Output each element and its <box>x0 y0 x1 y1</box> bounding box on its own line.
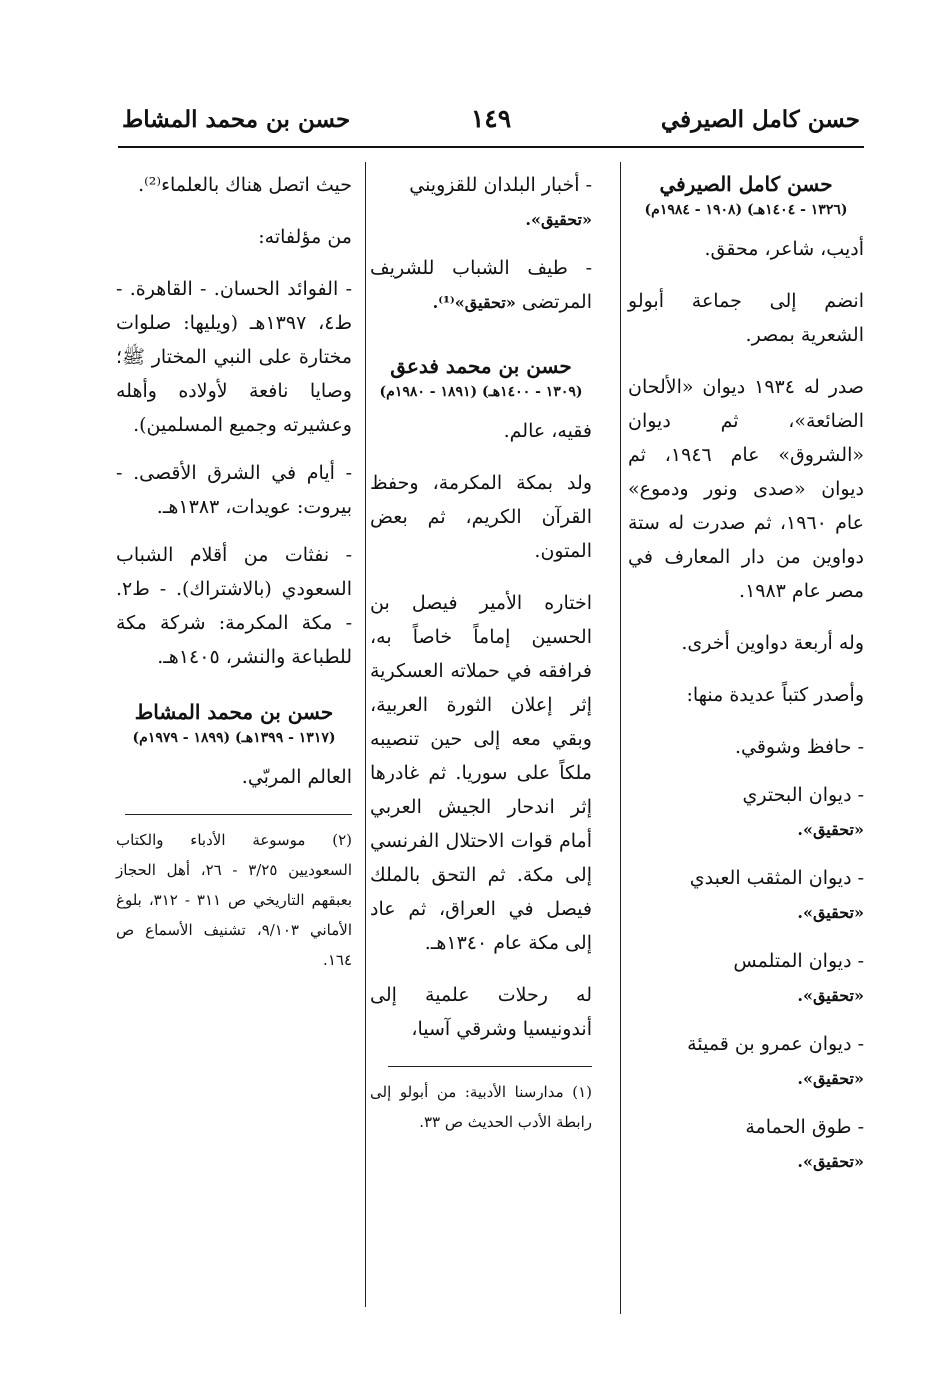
column-rule-left <box>365 162 366 1307</box>
item-text: - الفوائد الحسان. - القاهرة. - ط٤، ١٣٩٧هـ (ويليها: صلوات مختارة على النبي المختار ﷺ؛ وصايا نافعة لأولاده وأهله وعشيرته وجميع المسلمين). <box>116 278 353 436</box>
left-column <box>116 168 352 975</box>
list-item <box>116 538 352 674</box>
item-text: - ديوان المتلمس <box>733 950 864 972</box>
paragraph: انضم إلى جماعة أبولو الشعرية بمصر. <box>628 290 864 346</box>
bio-dates: (١٣٢٦ - ١٤٠٤هـ) (١٩٠٨ - ١٩٨٤م) <box>644 202 848 218</box>
list-item <box>116 272 352 442</box>
list-item <box>628 1110 864 1179</box>
bio-description: العالم المربّي. <box>241 766 352 788</box>
list-item <box>628 944 864 1013</box>
item-text: - طوق الحمامة <box>745 1116 864 1138</box>
bio-dates: (١٣١٧ - ١٣٩٩هـ) (١٨٩٩ - ١٩٧٩م) <box>132 730 336 746</box>
column-rule-right <box>620 162 621 1314</box>
header-right-title: حسن كامل الصيرفي <box>660 106 860 133</box>
list-item <box>628 730 864 764</box>
footnote: (١) مدارسنا الأدبية: من أبولو إلى رابطة الأدب الحديث ص ٣٣. <box>370 1083 592 1131</box>
bio-name: حسن كامل الصيرفي <box>659 172 833 196</box>
bio-description: فقيه، عالم. <box>503 420 592 442</box>
bio-description: أديب، شاعر، محقق. <box>704 238 864 260</box>
item-text: - ديوان البحتري <box>742 784 864 806</box>
item-tag: «تحقيق». <box>797 820 864 839</box>
item-text: - حافظ وشوقي. <box>734 736 864 758</box>
header-left-title: حسن بن محمد المشاط <box>122 106 351 133</box>
footnote-rule <box>388 1066 592 1067</box>
item-tag: «تحقيق». <box>797 1069 864 1088</box>
footnote-rule <box>125 814 352 815</box>
right-column <box>628 168 864 1193</box>
paragraph: حيث اتصل هناك بالعلماء⁽²⁾. <box>138 174 352 196</box>
item-tag: «تحقيق». <box>797 903 864 922</box>
bio-name: حسن بن محمد المشاط <box>134 700 334 724</box>
list-item <box>628 778 864 847</box>
paragraph: ولد بمكة المكرمة، وحفظ القرآن الكريم، ثم بعض المتون. <box>370 472 592 562</box>
middle-column <box>370 168 592 1137</box>
item-text: - ديوان عمرو بن قميئة <box>687 1033 864 1055</box>
list-item <box>628 1027 864 1096</box>
paragraph: اختاره الأمير فيصل بن الحسين إماماً خاصاً به، فرافقه في حملاته العسكرية إثر إعلان الثورة العربية، وبقي معه إلى حين تنصيبه ملكاً على سوريا. ثم غادرها إثر اندحار الجيش العربي أمام قوات الاحتلال الفرنسي إلى مكة. ثم التحق بالملك فيصل في العراق، ثم عاد إلى مكة عام ١٣٤٠هـ. <box>370 592 592 954</box>
list-item <box>116 456 352 524</box>
paragraph: من مؤلفاته: <box>258 226 352 248</box>
paragraph: وله أربعة دواوين أخرى. <box>681 632 864 654</box>
item-tag: «تحقيق». <box>797 986 864 1005</box>
bio-name: حسن بن محمد فدعق <box>390 354 572 378</box>
item-text: - نفثات من أقلام الشباب السعودي (بالاشتراك). - ط٢. - مكة المكرمة: شركة مكة للطباعة والنشر، ١٤٠٥هـ. <box>116 544 352 668</box>
list-item <box>370 251 592 320</box>
list-item <box>628 861 864 930</box>
item-tag: «تحقيق». <box>797 1152 864 1171</box>
list-item <box>370 168 592 237</box>
item-tag: «تحقيق»⁽¹⁾. <box>432 293 516 312</box>
paragraph: وأصدر كتباً عديدة منها: <box>686 684 864 706</box>
running-header <box>118 104 864 148</box>
item-text: - أيام في الشرق الأقصى. - بيروت: عويدات، ١٣٨٣هـ. <box>116 462 352 518</box>
item-text: - أخبار البلدان للقزويني <box>409 174 592 196</box>
item-text: - ديوان المثقب العبدي <box>689 867 864 889</box>
paragraph: له رحلات علمية إلى أندونيسيا وشرقي آسيا، <box>370 984 592 1040</box>
item-tag: «تحقيق». <box>525 210 592 229</box>
paragraph: صدر له ١٩٣٤ ديوان «الألحان الضائعة»، ثم ديوان «الشروق» عام ١٩٤٦، ثم ديوان «صدى ونور ودموع» عام ١٩٦٠، ثم صدرت له ستة دواوين من دار المعارف في مصر عام ١٩٨٣. <box>628 376 865 602</box>
page-number: ١٤٩ <box>470 104 512 133</box>
bio-dates: (١٣٠٩ - ١٤٠٠هـ) (١٨٩١ - ١٩٨٠م) <box>379 384 583 400</box>
footnote: (٢) موسوعة الأدباء والكتاب السعوديين ٣/٢٥ - ٢٦، أهل الحجاز بعبقهم التاريخي ص ٣١١ - ٣١٢، بلوغ الأماني ٩/١٠٣، تشنيف الأسماع ص ١٦٤. <box>116 831 353 969</box>
item-text: - طيف الشباب للشريف المرتضى <box>370 257 592 313</box>
